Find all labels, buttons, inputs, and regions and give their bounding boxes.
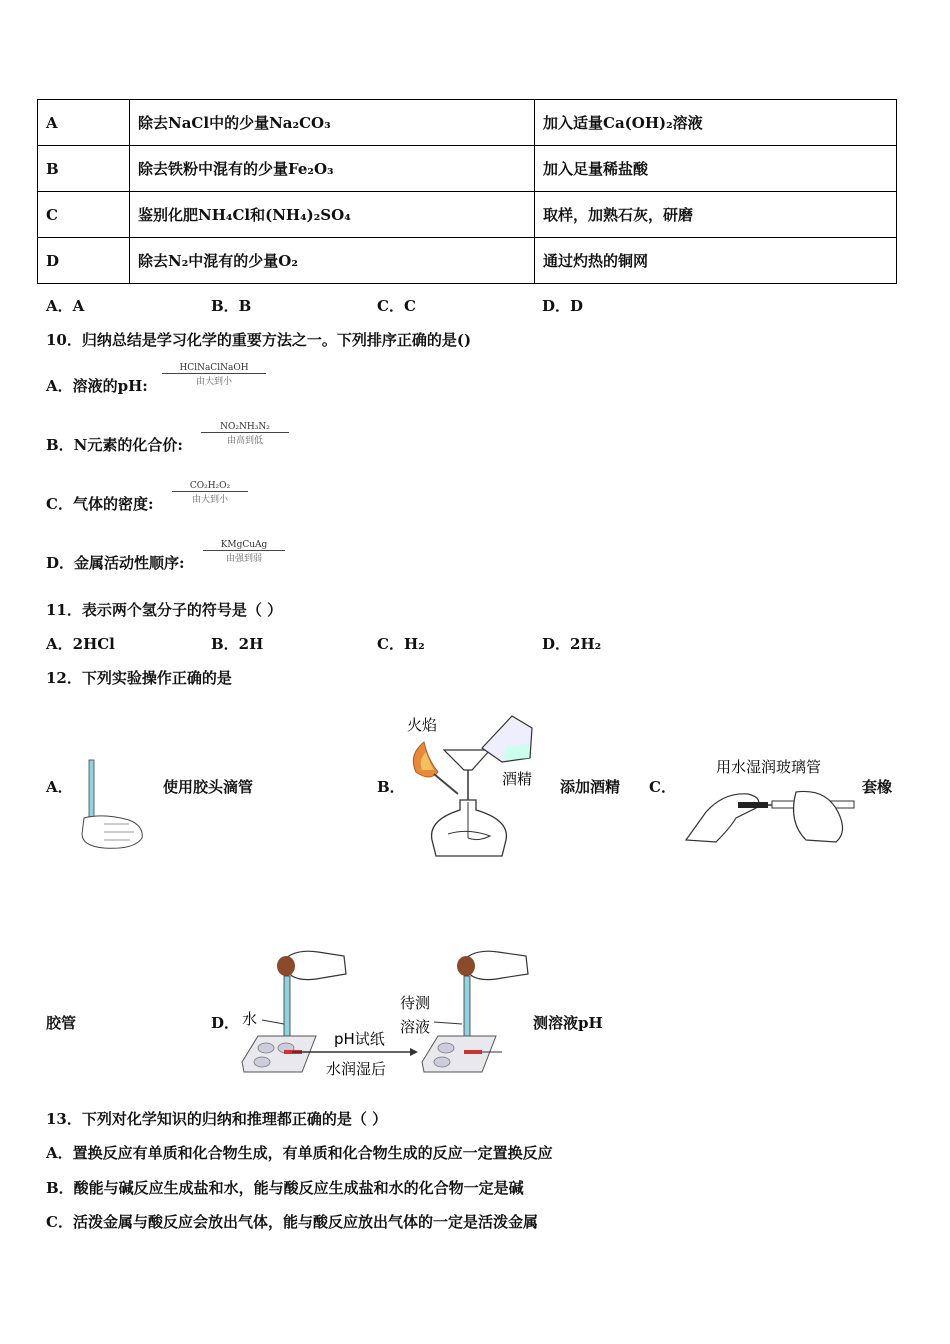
q10-a-series: HClNaClNaOH <box>162 363 266 374</box>
q11-option-c[interactable]: C．H₂ <box>377 635 425 653</box>
fig-label-flame: 火焰 <box>407 716 438 734</box>
table-row <box>38 192 897 238</box>
q10-option-d[interactable]: D．金属活动性顺序: <box>46 554 185 572</box>
row-method: 通过灼热的铜网 <box>535 238 897 284</box>
q11-option-a[interactable]: A．2HCl <box>46 635 115 653</box>
q12-option-c-label[interactable]: C． <box>649 778 676 796</box>
q13-option-b[interactable]: B．酸能与碱反应生成盐和水，能与酸反应生成盐和水的化合物一定是碱 <box>46 1179 524 1197</box>
q11-option-b[interactable]: B．2H <box>211 635 264 653</box>
row-purpose: 除去铁粉中混有的少量Fe₂O₃ <box>130 146 535 192</box>
row-method: 加入足量稀盐酸 <box>535 146 897 192</box>
fig-label-sample-2: 溶液 <box>400 1018 431 1036</box>
options-table <box>37 99 897 284</box>
q12-option-d-text: 测溶液pH <box>533 1014 603 1032</box>
q10-d-series: KMgCuAg <box>203 540 285 551</box>
fig-label-alcohol: 酒精 <box>502 770 533 788</box>
q10-d-arrow <box>203 540 285 564</box>
fig-caption-wet-tube: 用水湿润玻璃管 <box>716 758 822 776</box>
q13-option-a[interactable]: A．置换反应有单质和化合物生成，有单质和化合物生成的反应一定置换反应 <box>46 1144 553 1162</box>
q10-stem: 10．归纳总结是学习化学的重要方法之一。下列排序正确的是() <box>46 331 472 349</box>
q10-b-series: NO₂NH₃N₂ <box>201 422 289 433</box>
q9-option-b[interactable]: B．B <box>211 297 252 315</box>
q12-option-c-text-2: 胶管 <box>46 1014 77 1032</box>
row-key: D <box>38 238 130 284</box>
q9-option-c[interactable]: C．C <box>377 297 416 315</box>
q10-c-arrow <box>172 481 248 505</box>
q12-option-b-text: 添加酒精 <box>560 778 621 796</box>
dropper-hand-illustration <box>74 758 148 854</box>
q12-option-b-label[interactable]: B． <box>377 778 405 796</box>
q9-option-d[interactable]: D．D <box>542 297 584 315</box>
q10-a-order: 由大到小 <box>195 377 232 387</box>
row-purpose: 除去NaCl中的少量Na₂CO₃ <box>130 100 535 146</box>
q10-d-order: 由强到弱 <box>225 554 262 564</box>
q10-option-a[interactable]: A．溶液的pH: <box>46 377 148 395</box>
row-method: 取样，加熟石灰，研磨 <box>535 192 897 238</box>
q11-option-d[interactable]: D．2H₂ <box>542 635 602 653</box>
q10-a-arrow <box>162 363 266 387</box>
ph-test-illustration <box>232 944 532 1082</box>
table-row <box>38 146 897 192</box>
q10-b-order: 由高到低 <box>226 436 263 446</box>
q10-c-order: 由大到小 <box>191 495 228 505</box>
fig-label-wet: 水润湿后 <box>326 1060 387 1078</box>
table-row <box>38 238 897 284</box>
q12-option-a-text: 使用胶头滴管 <box>163 778 254 796</box>
q10-option-c[interactable]: C．气体的密度: <box>46 495 154 513</box>
row-key: B <box>38 146 130 192</box>
fig-label-water: 水 <box>242 1010 258 1028</box>
glass-tube-hands-illustration <box>676 752 862 848</box>
q9-option-a[interactable]: A．A <box>46 297 85 315</box>
fig-label-ph-paper: pH试纸 <box>334 1030 385 1048</box>
row-method: 加入适量Ca(OH)₂溶液 <box>535 100 897 146</box>
q10-c-series: CO₂H₂O₂ <box>172 481 248 492</box>
row-key: C <box>38 192 130 238</box>
row-purpose: 鉴别化肥NH₄Cl和(NH₄)₂SO₄ <box>130 192 535 238</box>
row-purpose: 除去N₂中混有的少量O₂ <box>130 238 535 284</box>
table-row <box>38 100 897 146</box>
q13-option-c[interactable]: C．活泼金属与酸反应会放出气体，能与酸反应放出气体的一定是活泼金属 <box>46 1213 538 1231</box>
q10-b-arrow <box>201 422 289 446</box>
alcohol-lamp-illustration <box>402 710 552 858</box>
q12-stem: 12．下列实验操作正确的是 <box>46 669 232 687</box>
row-key: A <box>38 100 130 146</box>
q11-stem: 11．表示两个氢分子的符号是（ ） <box>46 601 283 619</box>
fig-label-sample: 待测 <box>400 994 431 1012</box>
q10-option-b[interactable]: B．N元素的化合价: <box>46 436 183 454</box>
q12-option-c-text-1: 套橡 <box>862 778 893 796</box>
q13-stem: 13．下列对化学知识的归纳和推理都正确的是（ ） <box>46 1110 388 1128</box>
q12-option-d-label[interactable]: D． <box>211 1014 240 1032</box>
q12-option-a-label[interactable]: A． <box>46 778 73 796</box>
